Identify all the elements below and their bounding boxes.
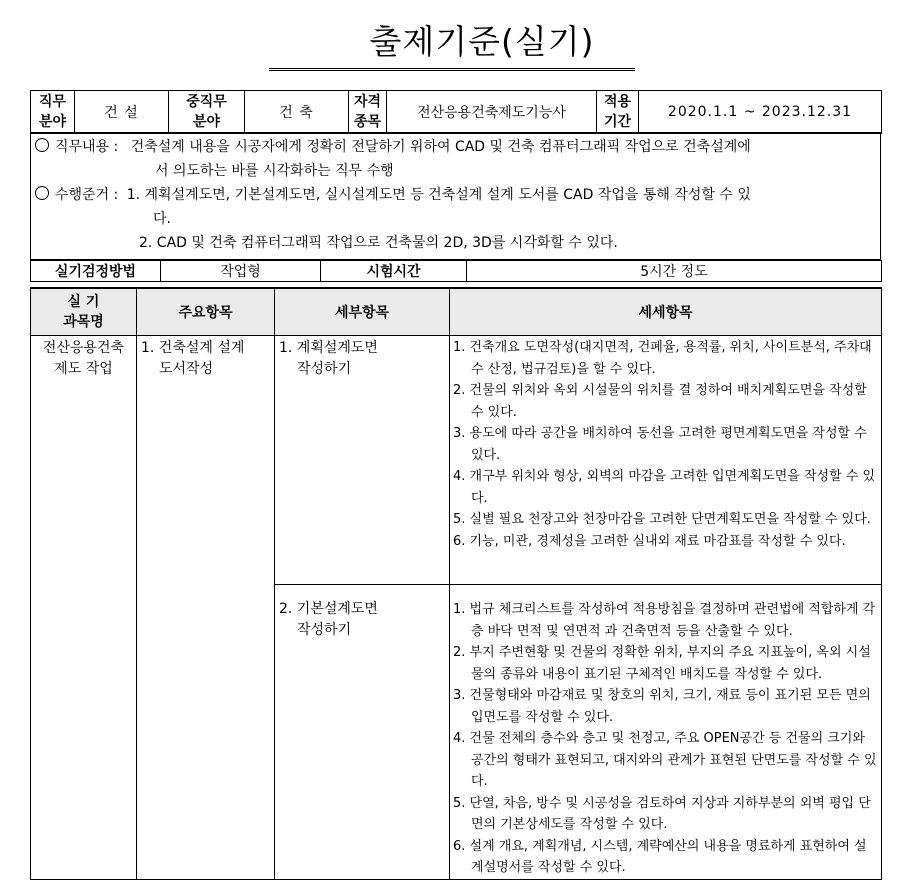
multiline-text: 1. 건축설계 설계 도서작성 [141,340,245,377]
multiline-text: 실 기 과목명 [63,294,104,330]
subfield-label [169,91,245,134]
subdetail-list-1 [453,337,879,552]
circle-bullet-icon [35,138,49,152]
perf-label: 수행준거 : [55,187,119,203]
perf-row [35,183,876,207]
field-value: 건 설 [75,91,169,134]
subfield-value: 건 축 [245,91,349,134]
duty-row [35,135,876,159]
criteria-header-row [31,288,882,336]
description-table [30,132,881,260]
subdetail-item: 5. 단열, 차음, 방수 및 시공성을 검토하여 지상과 지하부분의 외벽 평입 단면의 기본상세도를 작성할 수 있다. [453,795,871,832]
period-label [597,91,639,134]
subdetail-item: 5. 실별 필요 천장고와 천장마감을 고려한 단면계획도면을 작성할 수 있다. [453,512,871,527]
subdetail-item-header: 세세항목 [450,288,882,336]
circle-bullet-icon [35,186,49,200]
method-table [30,260,882,282]
duty-label: 직무내용 : [55,139,119,155]
cert-value: 전산응용건축제도기능사 [387,91,597,134]
subdetail-item: 1. 건축개요 도면작성(대지면적, 건폐율, 용적률, 위치, 사이트분석, 주차대수 산정, 법규검토)을 할 수 있다. [453,340,872,377]
time-label: 시험시간 [321,261,467,282]
period-value: 2020.1.1 ~ 2023.12.31 [639,91,882,134]
detail-item-2 [275,585,450,880]
page-title: 출제기준(실기) [269,18,634,71]
subject-cell [31,336,137,880]
multiline-text: 직무 분야 [38,94,67,130]
criteria-table [30,287,882,880]
method-label: 실기검정방법 [31,261,161,282]
detail-item-header: 세부항목 [275,288,450,336]
criteria-row [31,336,882,585]
subdetail-list-2 [453,599,879,879]
subdetail-item: 4. 개구부 위치와 형상, 외벽의 마감을 고려한 입면계획도면을 작성할 수 있다. [453,469,876,506]
multiline-text: 1. 계획설계도면 작성하기 [279,340,378,377]
subdetail-item: 2. 건물의 위치와 옥외 시설물의 위치를 결 정하여 배치계획도면을 작성할 수 있다. [453,383,867,420]
description-cell [31,133,881,260]
subdetail-item: 4. 건물 전체의 층수와 층고 및 천정고, 주요 OPEN공간 등 건물의 크기와 공간의 형태가 표현되고, 대지와의 관계가 표현된 단면도를 작성할 수 있다. [453,731,877,789]
main-item-cell [137,336,275,880]
subdetail-item: 6. 기능, 미관, 경제성을 고려한 실내외 재료 마감표를 작성할 수 있다. [453,533,846,549]
multiline-text: 중직무 분야 [186,94,227,130]
perf-text-2: 2. CAD 및 건축 컴퓨터그래픽 작업으로 건축물의 2D, 3D를 시각화할 수 있다. [139,235,618,251]
subdetail-item: 3. 건물형태와 마감재료 및 창호의 위치, 크기, 재료 등이 표기된 모든 면의 입면도를 작성할 수 있다. [453,688,871,725]
title-wrap [0,18,904,71]
info-table [30,90,882,134]
info-row [31,91,882,134]
perf-text-1a: 1. 계획설계도면, 기본설계도면, 실시설계도면 등 건축설계 설계 도서를 CAD 작업을 통해 작성할 수 있 [126,187,751,203]
time-value: 5시간 정도 [467,261,882,282]
detail-item-1 [275,336,450,585]
subdetail-item: 2. 부지 주변현황 및 건물의 정확한 위치, 부지의 주요 지표높이, 옥외 시설물의 종류와 내용이 표기된 구체적인 배치도를 작성할 수 있다. [453,645,871,682]
subdetail-group-2 [450,585,882,880]
multiline-text: 적용 기간 [603,94,632,130]
cert-label [349,91,387,134]
main-item-header: 주요항목 [137,288,275,336]
duty-text-1: 건축설계 내용을 시공자에게 정확히 전달하기 위하여 CAD 및 건축 컴퓨터그래픽 작업으로 건축설계에 [130,139,751,155]
subdetail-item: 3. 용도에 따라 공간을 배치하여 동선을 고려한 평면계획도면을 작성할 수 있다. [453,426,867,463]
subject-header [31,288,137,336]
method-value: 작업형 [161,261,321,282]
perf-text-1b: 다. [153,211,171,227]
multiline-text: 전산응용건축 제도 작업 [42,340,125,377]
subdetail-item: 6. 설계 개요, 계획개념, 시스템, 계략예산의 내용을 명료하게 표현하여 설계설명서를 작성할 수 있다. [453,838,867,875]
duty-text-2: 서 의도하는 바를 시각화하는 직무 수행 [155,163,394,179]
multiline-text: 자격 종목 [353,94,382,130]
multiline-text: 2. 기본설계도면 작성하기 [279,601,378,638]
subdetail-group-1 [450,336,882,585]
field-label [31,91,75,134]
subdetail-item: 1. 법규 체크리스트를 작성하여 적용방침을 결정하며 관련법에 적합하게 각층 바닥 면적 및 연면적 과 건축면적 등을 산출할 수 있다. [453,602,876,639]
